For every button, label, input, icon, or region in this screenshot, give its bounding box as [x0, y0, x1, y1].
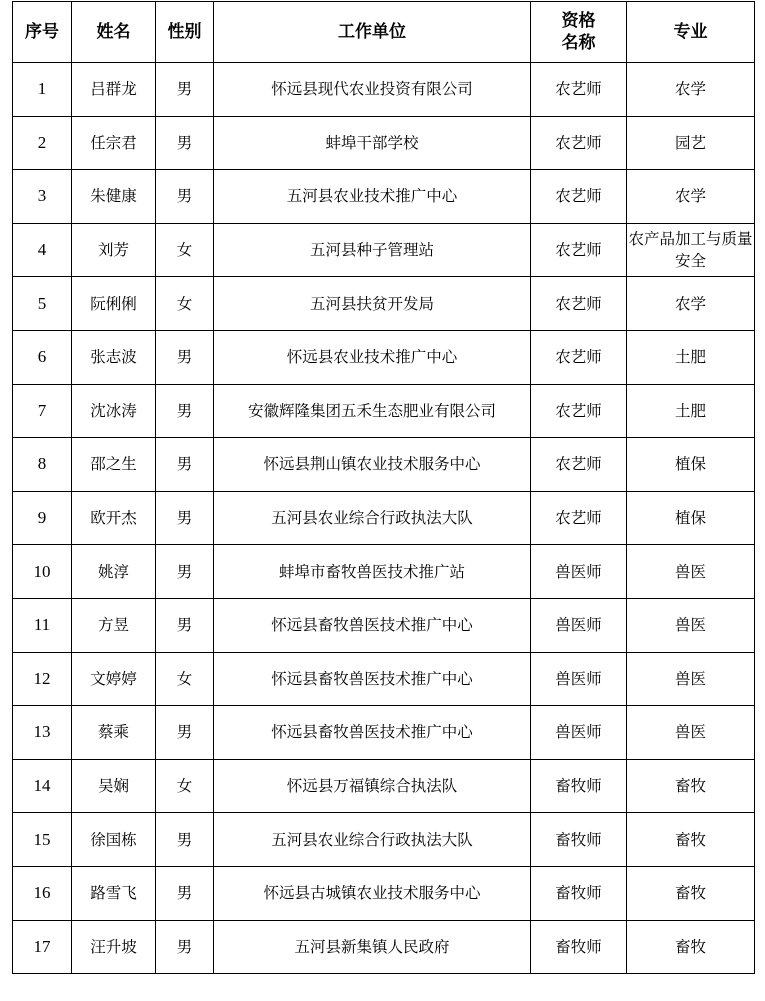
cell-qualification: 农艺师 — [531, 384, 627, 438]
cell-qualification: 畜牧师 — [531, 759, 627, 813]
cell-major: 兽医 — [627, 652, 755, 706]
cell-no: 10 — [13, 545, 72, 599]
cell-unit: 怀远县万福镇综合执法队 — [214, 759, 531, 813]
cell-unit: 安徽辉隆集团五禾生态肥业有限公司 — [214, 384, 531, 438]
cell-no: 1 — [13, 63, 72, 117]
cell-major: 园艺 — [627, 116, 755, 170]
table-row — [13, 330, 755, 384]
cell-unit: 怀远县古城镇农业技术服务中心 — [214, 866, 531, 920]
cell-qualification: 农艺师 — [531, 116, 627, 170]
cell-major: 土肥 — [627, 330, 755, 384]
table-row — [13, 920, 755, 974]
cell-name: 方昱 — [72, 598, 156, 652]
cell-name: 张志波 — [72, 330, 156, 384]
cell-major: 兽医 — [627, 598, 755, 652]
cell-gender: 男 — [156, 920, 214, 974]
table-row — [13, 170, 755, 224]
cell-name: 吴娴 — [72, 759, 156, 813]
cell-unit: 五河县农业综合行政执法大队 — [214, 491, 531, 545]
cell-no: 14 — [13, 759, 72, 813]
header-unit: 工作单位 — [214, 2, 531, 63]
cell-unit: 怀远县畜牧兽医技术推广中心 — [214, 598, 531, 652]
cell-no: 13 — [13, 706, 72, 760]
cell-name: 徐国栋 — [72, 813, 156, 867]
header-row — [13, 2, 755, 63]
table-row — [13, 223, 755, 277]
cell-qualification: 畜牧师 — [531, 866, 627, 920]
cell-name: 沈冰涛 — [72, 384, 156, 438]
cell-gender: 男 — [156, 866, 214, 920]
table-row — [13, 277, 755, 331]
cell-qualification: 农艺师 — [531, 491, 627, 545]
cell-qualification: 农艺师 — [531, 277, 627, 331]
cell-no: 12 — [13, 652, 72, 706]
cell-name: 欧开杰 — [72, 491, 156, 545]
cell-gender: 男 — [156, 63, 214, 117]
cell-no: 3 — [13, 170, 72, 224]
cell-major: 农学 — [627, 170, 755, 224]
table-row — [13, 384, 755, 438]
cell-unit: 五河县种子管理站 — [214, 223, 531, 277]
cell-qualification: 畜牧师 — [531, 920, 627, 974]
table-header — [13, 2, 755, 63]
table-row — [13, 491, 755, 545]
table-row — [13, 116, 755, 170]
cell-name: 吕群龙 — [72, 63, 156, 117]
cell-name: 邵之生 — [72, 438, 156, 492]
cell-unit: 怀远县畜牧兽医技术推广中心 — [214, 652, 531, 706]
cell-major: 畜牧 — [627, 813, 755, 867]
cell-qualification: 畜牧师 — [531, 813, 627, 867]
cell-gender: 男 — [156, 116, 214, 170]
cell-unit: 五河县农业技术推广中心 — [214, 170, 531, 224]
cell-major: 畜牧 — [627, 920, 755, 974]
cell-unit: 怀远县现代农业投资有限公司 — [214, 63, 531, 117]
cell-major: 畜牧 — [627, 866, 755, 920]
cell-no: 4 — [13, 223, 72, 277]
cell-qualification: 农艺师 — [531, 438, 627, 492]
header-major: 专业 — [627, 2, 755, 63]
cell-name: 路雪飞 — [72, 866, 156, 920]
cell-unit: 五河县新集镇人民政府 — [214, 920, 531, 974]
cell-no: 6 — [13, 330, 72, 384]
cell-gender: 女 — [156, 277, 214, 331]
table-row — [13, 598, 755, 652]
cell-gender: 女 — [156, 223, 214, 277]
cell-name: 蔡乘 — [72, 706, 156, 760]
cell-gender: 女 — [156, 652, 214, 706]
cell-name: 汪升坡 — [72, 920, 156, 974]
cell-unit: 怀远县畜牧兽医技术推广中心 — [214, 706, 531, 760]
table-body — [13, 63, 755, 974]
table-row — [13, 652, 755, 706]
cell-no: 7 — [13, 384, 72, 438]
cell-gender: 男 — [156, 170, 214, 224]
cell-no: 5 — [13, 277, 72, 331]
cell-no: 16 — [13, 866, 72, 920]
cell-qualification: 农艺师 — [531, 330, 627, 384]
cell-name: 阮俐俐 — [72, 277, 156, 331]
cell-name: 文婷婷 — [72, 652, 156, 706]
cell-major: 植保 — [627, 491, 755, 545]
cell-no: 11 — [13, 598, 72, 652]
cell-major: 农学 — [627, 277, 755, 331]
cell-name: 刘芳 — [72, 223, 156, 277]
cell-major: 兽医 — [627, 545, 755, 599]
cell-major: 农学 — [627, 63, 755, 117]
cell-gender: 女 — [156, 759, 214, 813]
header-name: 姓名 — [72, 2, 156, 63]
header-qualification-line1: 资格 — [561, 11, 596, 31]
cell-no: 17 — [13, 920, 72, 974]
roster-table — [12, 1, 755, 974]
cell-gender: 男 — [156, 813, 214, 867]
cell-qualification: 兽医师 — [531, 652, 627, 706]
cell-unit: 怀远县荆山镇农业技术服务中心 — [214, 438, 531, 492]
cell-qualification: 农艺师 — [531, 63, 627, 117]
cell-no: 8 — [13, 438, 72, 492]
cell-unit: 蚌埠市畜牧兽医技术推广站 — [214, 545, 531, 599]
cell-major: 植保 — [627, 438, 755, 492]
cell-gender: 男 — [156, 706, 214, 760]
cell-gender: 男 — [156, 598, 214, 652]
table-row — [13, 63, 755, 117]
cell-no: 15 — [13, 813, 72, 867]
cell-no: 9 — [13, 491, 72, 545]
cell-gender: 男 — [156, 491, 214, 545]
header-no: 序号 — [13, 2, 72, 63]
cell-name: 姚淳 — [72, 545, 156, 599]
cell-major: 土肥 — [627, 384, 755, 438]
table-bottom-rule — [12, 969, 754, 971]
cell-unit: 五河县扶贫开发局 — [214, 277, 531, 331]
table-row — [13, 706, 755, 760]
header-gender: 性别 — [156, 2, 214, 63]
cell-qualification: 农艺师 — [531, 170, 627, 224]
cell-name: 任宗君 — [72, 116, 156, 170]
table-row — [13, 866, 755, 920]
cell-name: 朱健康 — [72, 170, 156, 224]
header-qualification — [531, 2, 627, 63]
cell-unit: 怀远县农业技术推广中心 — [214, 330, 531, 384]
cell-major: 兽医 — [627, 706, 755, 760]
cell-no: 2 — [13, 116, 72, 170]
cell-gender: 男 — [156, 384, 214, 438]
cell-unit: 五河县农业综合行政执法大队 — [214, 813, 531, 867]
cell-gender: 男 — [156, 545, 214, 599]
table-row — [13, 813, 755, 867]
table-row — [13, 545, 755, 599]
cell-major: 农产品加工与质量安全 — [627, 223, 755, 277]
cell-qualification: 兽医师 — [531, 706, 627, 760]
cell-gender: 男 — [156, 330, 214, 384]
cell-gender: 男 — [156, 438, 214, 492]
cell-qualification: 农艺师 — [531, 223, 627, 277]
table-row — [13, 759, 755, 813]
cell-qualification: 兽医师 — [531, 545, 627, 599]
table-row — [13, 438, 755, 492]
header-qualification-line2: 名称 — [561, 33, 596, 53]
cell-qualification: 兽医师 — [531, 598, 627, 652]
cell-major: 畜牧 — [627, 759, 755, 813]
cell-unit: 蚌埠干部学校 — [214, 116, 531, 170]
